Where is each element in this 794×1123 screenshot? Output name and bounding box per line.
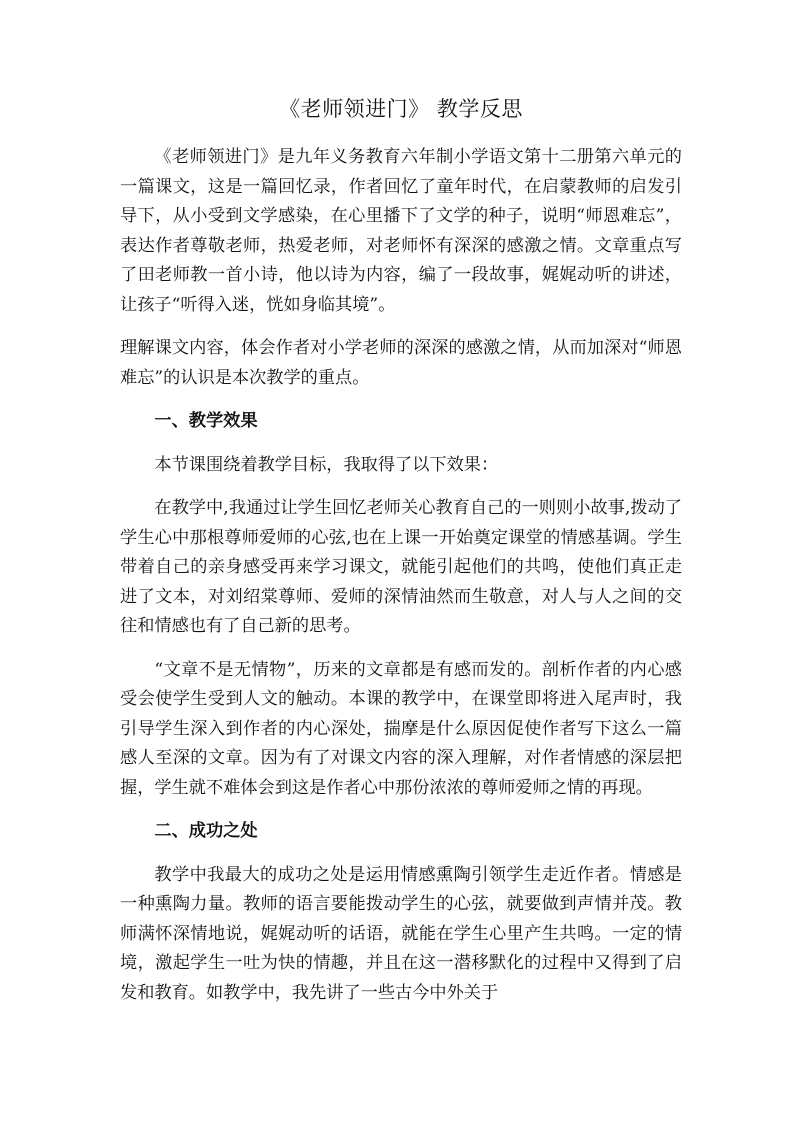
section-heading-teaching-effect: 一、教学效果 <box>154 411 258 431</box>
paragraph-teaching-focus: 理解课文内容，体会作者对小学老师的深深的感激之情，从而加深对“师恩难忘”的认识是本次教学的重点。 <box>120 338 682 388</box>
document-page <box>120 94 682 1022</box>
document-title: 《老师领进门》 教学反思 <box>279 97 523 121</box>
paragraph-intro: 《老师领进门》是九年义务教育六年制小学语文第十二册第六单元的一篇课文，这是一篇回忆录，作者回忆了童年时代，在启蒙教师的启发引导下，从小受到文学感染，在心里播下了文学的种子，说明“师恩难忘”，表达作者尊敬老师，热爱老师，对老师怀有深深的感激之情。文章重点写了田老师教一首小诗，他以诗为内容，编了一段故事，娓娓动听的讲述，让孩子“听得入迷，恍如身临其境”。 <box>120 147 682 315</box>
paragraph-effect-emotion: “文章不是无情物”，历来的文章都是有感而发的。剖析作者的内心感受会使学生受到人文的触动。本课的教学中，在课堂即将进入尾声时，我引导学生深入到作者的内心深处，揣摩是什么原因促使作者写下这么一篇感人至深的文章。因为有了对课文内容的深入理解，对作者情感的深层把握，学生就不难体会到这是作者心中那份浓浓的尊师爱师之情的再现。 <box>120 659 682 798</box>
section-heading-success: 二、成功之处 <box>154 821 258 841</box>
paragraph-success: 教学中我最大的成功之处是运用情感熏陶引领学生走近作者。情感是一种熏陶力量。教师的语言要能拨动学生的心弦，就要做到声情并茂。教师满怀深情地说，娓娓动听的话语，就能在学生心里产生共鸣。一定的情境，激起学生一吐为快的情趣，并且在这一潜移默化的过程中又得到了启发和教育。如教学中，我先讲了一些古今中外关于 <box>120 864 682 1003</box>
paragraph-effect-intro: 本节课围绕着教学目标，我取得了以下效果： <box>154 454 499 475</box>
paragraph-effect-recall: 在教学中,我通过让学生回忆老师关心教育自己的一则则小故事,拨动了学生心中那根尊师爱师的心弦,也在上课一开始奠定课堂的情感基调。学生带着自己的亲身感受再来学习课文，就能引起他们的共鸣，使他们真正走进了文本，对刘绍棠尊师、爱师的深情油然而生敬意，对人与人之间的交往和情感也有了自己新的思考。 <box>120 498 682 636</box>
